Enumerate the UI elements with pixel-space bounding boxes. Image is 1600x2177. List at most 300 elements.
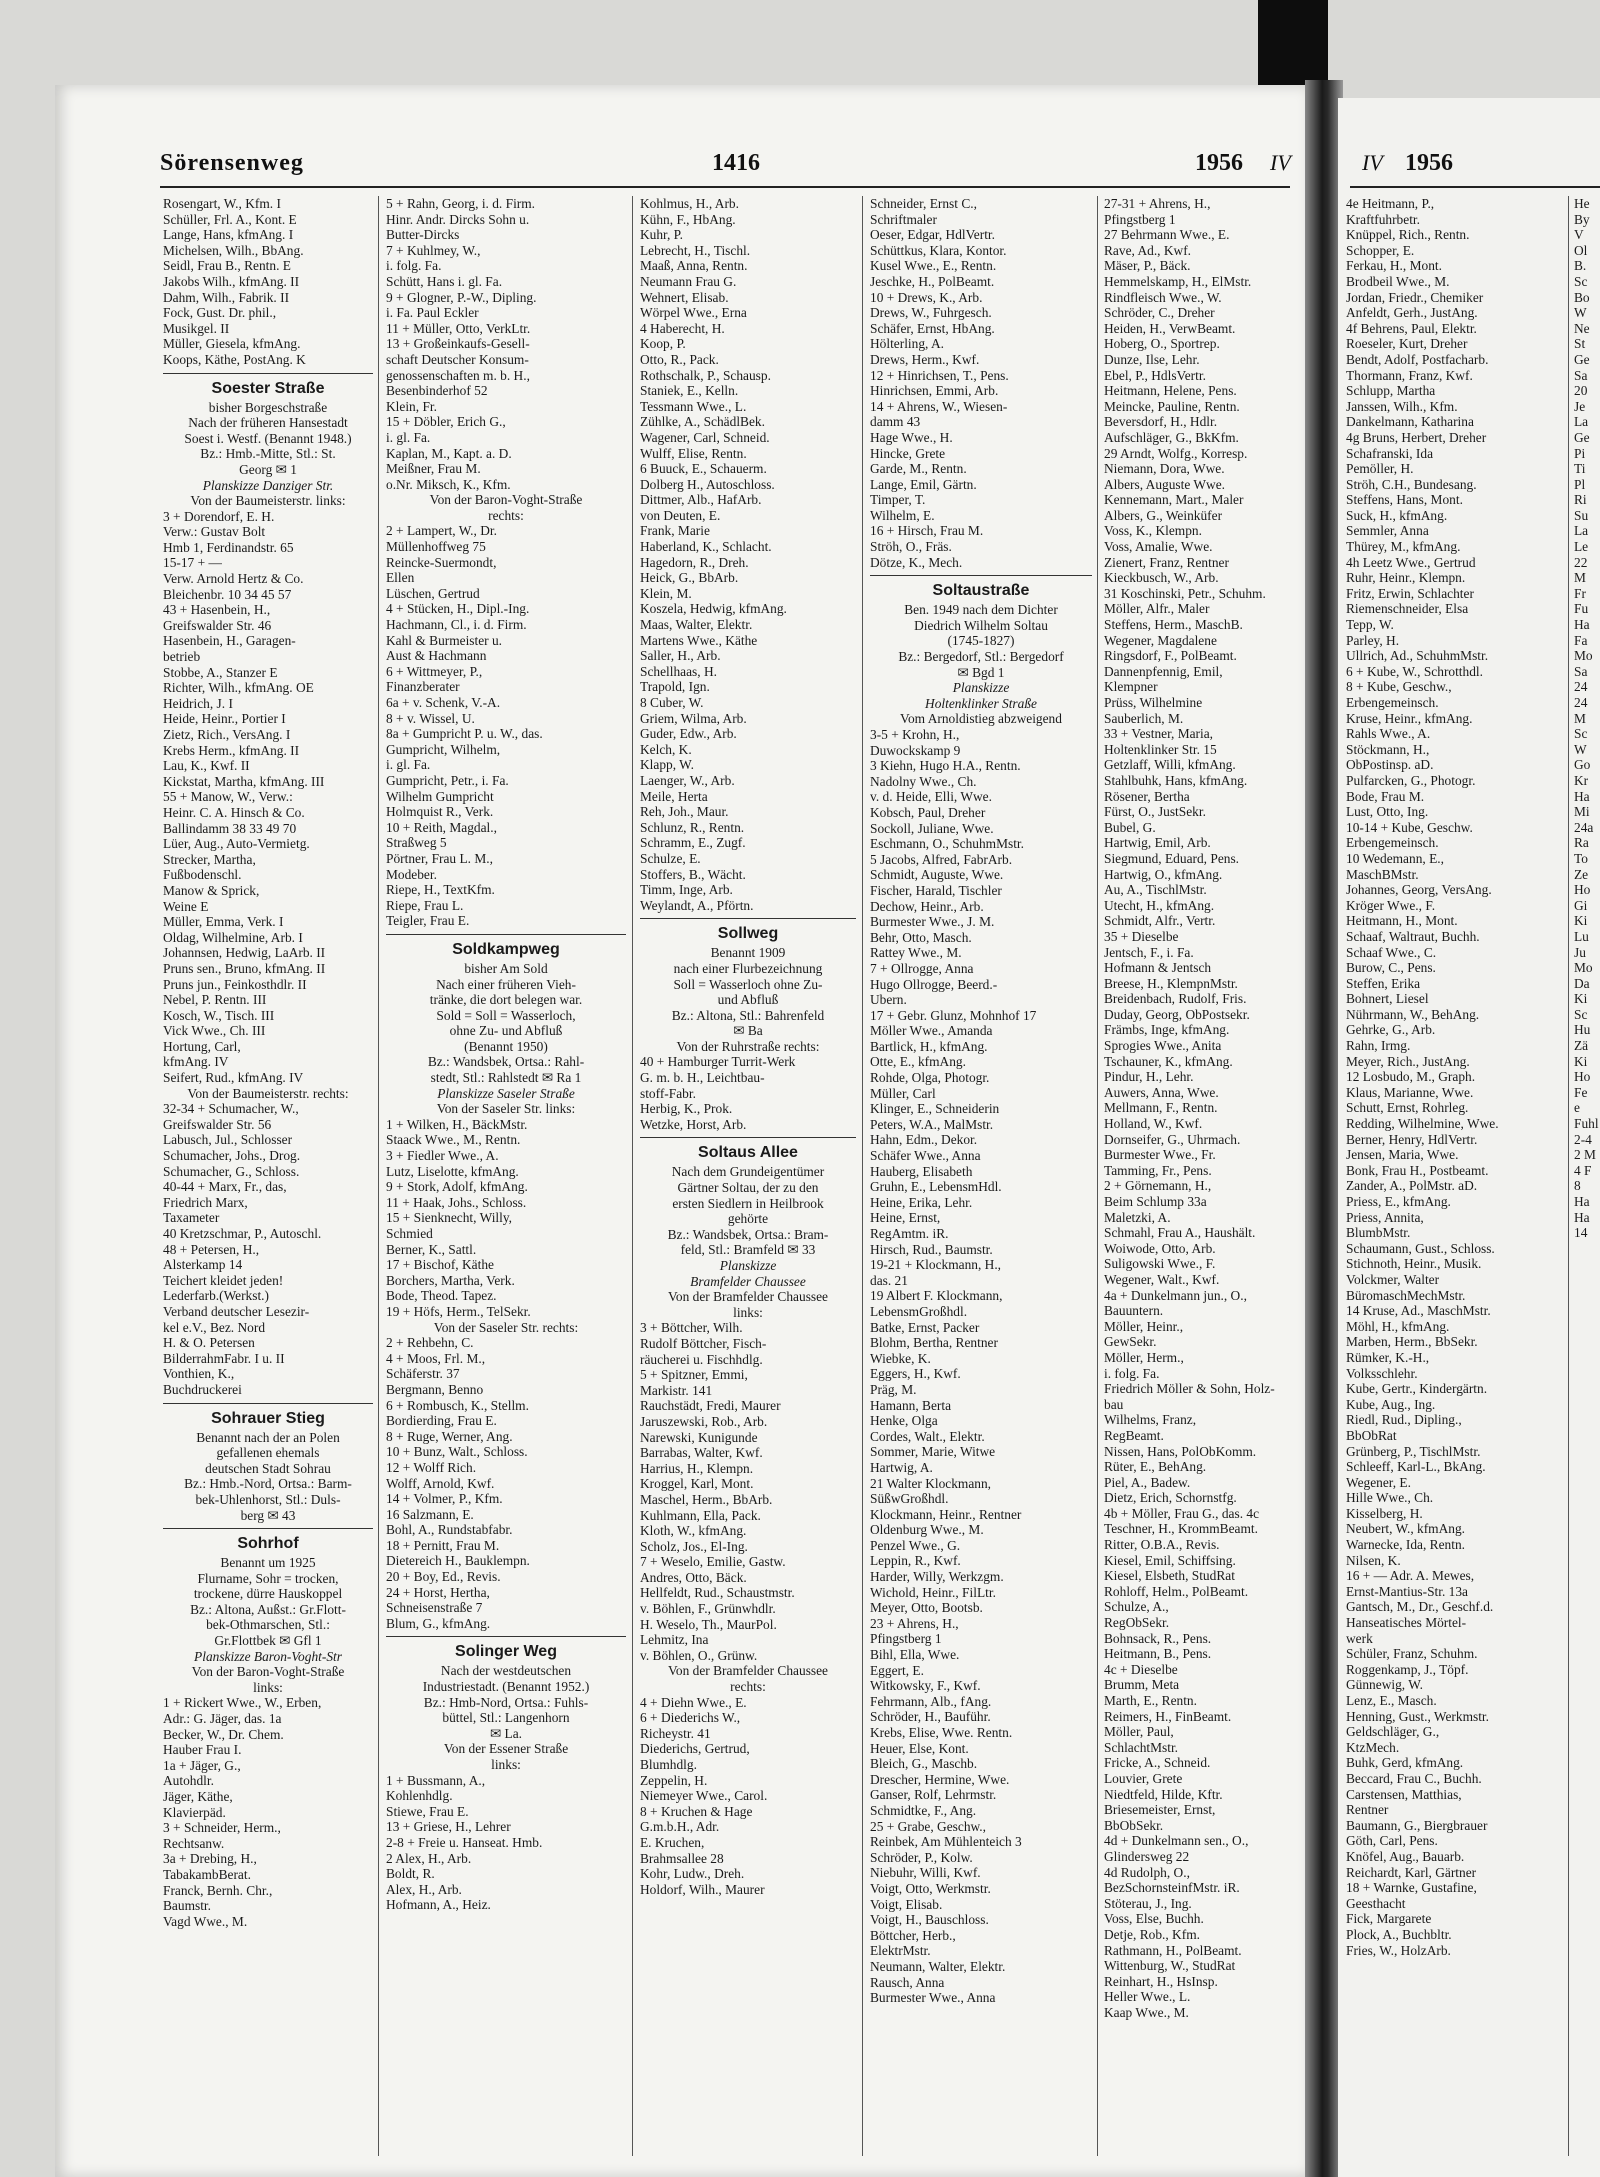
street-note: Soll = Wasserloch ohne Zu- (673, 976, 823, 992)
directory-entry: Neumann, Walter, Elektr. (870, 1958, 1006, 1974)
directory-entry: Kickstat, Martha, kfmAng. III (163, 773, 325, 789)
directory-entry: Leppin, R., Kwf. (870, 1553, 961, 1569)
directory-entry: Bauuntern. (1104, 1303, 1164, 1319)
directory-entry: Lust, Otto, Ing. (1346, 804, 1429, 820)
directory-entry: Möller, Heinr., (1104, 1318, 1184, 1334)
directory-entry: Beim Schlump 33a (1104, 1194, 1207, 1209)
directory-entry: 4d Rudolph, O., (1104, 1864, 1190, 1880)
directory-entry: Teichert kleidet jeden! (163, 1272, 284, 1288)
street-note: tränke, die dort belegen war. (429, 992, 583, 1008)
directory-entry: Suligowski Wwe., F. (1104, 1256, 1216, 1272)
directory-entry: Labusch, Jul., Schlosser (163, 1132, 293, 1148)
directory-entry: Pemöller, H. (1346, 461, 1414, 477)
directory-entry: TabakambBerat. (163, 1866, 251, 1882)
directory-entry: H. Weselo, Th., MaurPol. (640, 1616, 777, 1632)
directory-entry: Rattey Wwe., M. (870, 945, 962, 961)
directory-entry: Schaaf, Waltraut, Buchh. (1346, 928, 1480, 944)
directory-entry: Wolff, Arnold, Kwf. (386, 1475, 495, 1491)
directory-entry: Müllenhoffweg 75 (386, 539, 486, 555)
directory-entry: Steffens, Herm., MaschB. (1104, 617, 1243, 633)
directory-entry: Mo (1574, 960, 1593, 976)
directory-entry: Parley, H. (1346, 632, 1400, 648)
directory-entry: Zander, A., PolMstr. aD. (1346, 1178, 1478, 1194)
directory-entry: Breidenbach, Rudolf, Fris. (1104, 991, 1247, 1007)
directory-entry: von Deuten, E. (640, 507, 721, 523)
directory-entry: Fries, W., HolzArb. (1346, 1942, 1451, 1958)
directory-entry: Voss, Amalie, Wwe. (1104, 539, 1213, 555)
directory-entry: Otto, R., Pack. (640, 351, 719, 367)
directory-entry: Ströh, O., Fräs. (870, 539, 952, 555)
directory-entry: 2-8 + Freie u. Hanseat. Hmb. (386, 1834, 543, 1850)
directory-entry: Jäger, Käthe, (163, 1789, 233, 1804)
directory-entry: 21 Walter Klockmann, (870, 1475, 992, 1491)
directory-entry: Lange, Emil, Gärtn. (870, 476, 977, 492)
directory-entry: Marth, E., Rentn. (1104, 1693, 1197, 1708)
directory-entry: Kroggel, Karl, Mont. (640, 1476, 754, 1492)
column-divider (862, 196, 863, 2156)
directory-entry: W (1574, 741, 1587, 757)
directory-entry: By (1574, 211, 1590, 227)
running-head-street: Sörensenweg (160, 150, 304, 176)
street-note: Bz.: Hmb.-Nord, Ortsa.: Barm- (184, 1476, 352, 1492)
street-note: und Abfluß (717, 992, 779, 1008)
street-note: Benannt 1909 (710, 945, 786, 961)
directory-entry: 7 + Weselo, Emilie, Gastw. (640, 1554, 786, 1570)
directory-entry: Griem, Wilma, Arb. (640, 710, 747, 726)
directory-entry: Schaumann, Gust., Schloss. (1346, 1240, 1495, 1256)
directory-entry: Voss, K., Klempn. (1104, 523, 1202, 539)
directory-entry: Rahn, Irmg. (1346, 1038, 1411, 1054)
directory-entry: Dechow, Heinr., Arb. (870, 898, 984, 914)
directory-entry: Maschel, Herm., BbArb. (640, 1491, 773, 1507)
directory-entry: Ullrich, Ad., SchuhmMstr. (1346, 648, 1489, 664)
directory-entry: Pulfarcken, G., Photogr. (1346, 772, 1476, 788)
directory-entry: Fischer, Harald, Tischler (870, 882, 1002, 898)
directory-entry: bau (1104, 1396, 1124, 1412)
directory-entry: Ho (1574, 1069, 1591, 1085)
directory-entry: Wiebke, K. (870, 1350, 931, 1366)
directory-entry: Priess, Annita, (1346, 1209, 1424, 1225)
directory-entry: Vagd Wwe., M. (163, 1913, 248, 1929)
directory-entry: 16 + — Adr. A. Mewes, (1346, 1568, 1475, 1584)
directory-entry: Holdorf, Wilh., Maurer (640, 1881, 765, 1897)
directory-entry: Ol (1574, 242, 1588, 258)
directory-entry: E. Kruchen, (640, 1834, 705, 1850)
directory-entry: Dötze, K., Mech. (870, 554, 963, 570)
directory-entry: 3 Kiehn, Hugo H.A., Rentn. (870, 758, 1021, 774)
directory-entry: Fürst, O., JustSekr. (1104, 804, 1206, 820)
directory-entry: Wilhelms, Franz, (1104, 1412, 1197, 1428)
directory-entry: 22 (1574, 554, 1588, 570)
directory-entry: Becker, W., Dr. Chem. (163, 1726, 284, 1742)
directory-entry: 18 + Warnke, Gustafine, (1346, 1880, 1477, 1896)
directory-entry: Barrabas, Walter, Kwf. (640, 1445, 763, 1461)
street-note: Bz.: Altona, Außst.: Gr.Flott- (190, 1601, 346, 1617)
directory-entry: Voigt, Elisab. (870, 1896, 943, 1912)
directory-entry: 10-14 + Kube, Geschw. (1346, 819, 1473, 835)
directory-entry: Blohm, Bertha, Rentner (870, 1335, 998, 1351)
directory-entry: Koop, P. (640, 336, 686, 352)
directory-entry: Ki (1574, 1053, 1588, 1069)
directory-entry: v. Böhlen, O., Grünw. (640, 1647, 758, 1663)
directory-entry: 10 Wedemann, E., (1346, 850, 1444, 866)
directory-entry: Müller, Giesela, kfmAng. (163, 336, 301, 352)
street-note: Bz.: Wandsbek, Ortsa.: Rahl- (427, 1054, 585, 1070)
directory-entry: Ha (1574, 1194, 1590, 1209)
directory-entry: Zühlke, A., SchädlBek. (640, 414, 765, 430)
directory-entry: H. & O. Petersen (163, 1335, 255, 1351)
directory-entry: Steffen, Erika (1346, 975, 1421, 991)
directory-entry: Timper, T. (870, 492, 926, 508)
directory-entry: Schüller, Frl. A., Kont. E (163, 211, 297, 227)
directory-entry: 6 + Wittmeyer, P., (386, 663, 483, 679)
directory-entry: 29 Arndt, Wolfg., Korresp. (1104, 445, 1248, 461)
directory-entry: Kloth, W., kfmAng. (640, 1523, 747, 1539)
directory-entry: Hille Wwe., Ch. (1346, 1490, 1434, 1506)
directory-entry: Narewski, Kunigunde (640, 1429, 758, 1445)
directory-entry: Volksschlehr. (1346, 1365, 1418, 1381)
directory-entry: Oeser, Edgar, HdlVertr. (870, 227, 995, 243)
directory-entry: Rechtsanw. (163, 1835, 225, 1851)
street-note: links: (733, 1304, 763, 1320)
directory-entry: Erbengemeinsch. (1346, 695, 1439, 710)
directory-entry: 2 + Rehbehn, C. (386, 1335, 474, 1351)
directory-entry: Klempner (1104, 679, 1158, 695)
directory-entry: 4 + Diehn Wwe., E. (640, 1694, 747, 1710)
directory-entry: Wegener, E. (1346, 1474, 1411, 1490)
directory-entry: Schröder, P., Kolw. (870, 1849, 973, 1865)
directory-entry: 40-44 + Marx, Fr., das, (163, 1179, 287, 1195)
directory-entry: Burmester Wwe., J. M. (870, 914, 995, 930)
directory-entry: Bleichenbr. 10 34 45 57 (163, 586, 292, 602)
directory-entry: Reh, Joh., Maur. (640, 804, 729, 820)
directory-entry: Heide, Heinr., Portier I (163, 711, 286, 727)
directory-entry: stoff-Fabr. (640, 1085, 696, 1101)
directory-entry: Möhl, H., kfmAng. (1346, 1318, 1450, 1334)
directory-entry: Fuhl (1574, 1116, 1599, 1132)
directory-entry: 8 + Kruchen & Hage (640, 1803, 753, 1819)
directory-entry: Schleeff, Karl-L., BkAng. (1346, 1459, 1486, 1475)
directory-entry: Schlupp, Martha (1346, 383, 1436, 399)
directory-entry: Verband deutscher Lesezir- (163, 1303, 310, 1319)
street-note: Gr.Flottbek ✉ Gfl 1 (214, 1633, 322, 1649)
directory-entry: 1 + Rickert Wwe., W., Erben, (163, 1695, 322, 1711)
directory-entry: BilderrahmFabr. I u. II (163, 1350, 285, 1366)
directory-entry: Kuhlmann, Ella, Pack. (640, 1507, 761, 1523)
directory-entry: Louvier, Grete (1104, 1770, 1183, 1786)
directory-entry: Behr, Otto, Masch. (870, 929, 972, 945)
directory-entry: 14 + Ahrens, W., Wiesen- (870, 398, 1008, 414)
directory-entry: 6 + Rombusch, K., Stellm. (386, 1397, 529, 1413)
directory-entry: Riemenschneider, Elsa (1346, 601, 1469, 617)
directory-entry: Gantsch, M., Dr., Geschf.d. (1346, 1599, 1494, 1615)
directory-entry: 4 + Stücken, H., Dipl.-Ing. (386, 601, 530, 617)
directory-entry: Geesthacht (1346, 1895, 1406, 1911)
directory-entry: 23 + Ahrens, H., (870, 1615, 959, 1631)
directory-entry: Teigler, Frau E. (386, 913, 470, 929)
directory-entry: Pruns jun., Feinkosthdlr. II (163, 976, 307, 992)
volume-roman-right: IV (1362, 150, 1383, 175)
directory-entry: Klockmann, Heinr., Rentner (870, 1506, 1022, 1522)
directory-entry: damm 43 (870, 414, 921, 430)
directory-entry: Sommer, Marie, Witwe (870, 1444, 996, 1460)
directory-entry: o.Nr. Miksch, K., Kfm. (386, 476, 511, 492)
page-number: 1416 (712, 150, 760, 176)
directory-entry: Kohlmus, H., Arb. (640, 196, 739, 211)
directory-entry: Hirsch, Rud., Baumstr. (870, 1241, 993, 1257)
directory-entry: Mi (1574, 804, 1590, 820)
street-heading: Soldkampweg (452, 940, 560, 958)
directory-entry: Bergmann, Benno (386, 1381, 484, 1397)
directory-entry: Ringsdorf, F., PolBeamt. (1104, 648, 1237, 664)
directory-entry: Weine E (163, 898, 209, 914)
directory-entry: Dunze, Ilse, Lehr. (1104, 351, 1200, 367)
directory-entry: Krebs, Elise, Wwe. Rentn. (870, 1725, 1013, 1740)
directory-entry: Anfeldt, Gerh., JustAng. (1346, 305, 1478, 321)
directory-entry: Baumann, G., Biergbrauer (1346, 1817, 1488, 1833)
directory-entry: Heick, G., BbArb. (640, 570, 739, 586)
directory-entry: Peters, W.A., MalMstr. (870, 1116, 994, 1132)
directory-entry: Hofmann & Jentsch (1104, 960, 1212, 976)
directory-entry: 55 + Manow, W., Verw.: (163, 789, 293, 805)
directory-entry: 4f Behrens, Paul, Elektr. (1346, 320, 1477, 336)
directory-entry: Finanzberater (386, 679, 460, 695)
directory-entry: Tschauner, K., kfmAng. (1104, 1053, 1233, 1069)
directory-entry: 1 + Bussmann, A., (386, 1772, 486, 1788)
directory-entry: Schäfer Wwe., Anna (870, 1148, 981, 1164)
directory-entry: v. Böhlen, F., Grünwhdlr. (640, 1601, 776, 1617)
directory-entry: Wegener, Magdalene (1104, 632, 1217, 648)
section-rule (163, 373, 373, 374)
directory-entry: Dittmer, Alb., HafArb. (640, 492, 762, 508)
directory-entry: Bo (1574, 289, 1590, 305)
directory-entry: Roeseler, Kurt, Dreher (1346, 336, 1468, 352)
directory-entry: Heidrich, J. I (163, 695, 233, 711)
directory-entry: Rausch, Anna (870, 1974, 945, 1990)
street-note: bek-Othmarschen, Stl.: (206, 1617, 330, 1633)
directory-entry: Wichold, Heinr., FilLtr. (870, 1584, 996, 1600)
street-note: Nach der früheren Hansestadt (188, 415, 348, 431)
directory-entry: Ernst-Mantius-Str. 13a (1346, 1583, 1468, 1599)
directory-entry: Knöfel, Aug., Bauarb. (1346, 1848, 1465, 1864)
directory-entry: Ne (1574, 320, 1590, 336)
directory-column-6 (1346, 196, 1564, 2156)
directory-entry: Ze (1574, 866, 1589, 882)
directory-entry: Hoberg, O., Sportrep. (1104, 336, 1220, 352)
directory-entry: W (1574, 305, 1587, 321)
directory-entry: 4d + Dunkelmann sen., O., (1104, 1833, 1249, 1849)
directory-entry: Baumstr. (163, 1898, 211, 1914)
directory-entry: Rösener, Bertha (1104, 788, 1190, 804)
directory-entry: Heine, Erika, Lehr. (870, 1194, 973, 1210)
directory-entry: Thormann, Franz, Kwf. (1346, 367, 1473, 383)
street-note: bisher Borgeschstraße (208, 399, 328, 415)
directory-entry: Meißner, Frau M. (386, 461, 481, 477)
street-heading: Sohrhof (237, 1535, 299, 1553)
directory-column-5 (1104, 196, 1302, 2156)
directory-entry: Janssen, Wilh., Kfm. (1346, 398, 1458, 414)
directory-entry: Hartwig, A. (870, 1459, 933, 1475)
directory-entry: 14 Kruse, Ad., MaschMstr. (1346, 1303, 1491, 1319)
directory-entry: Kiesel, Elsbeth, StudRat (1104, 1568, 1235, 1584)
directory-entry: Dietereich H., Bauklempn. (386, 1553, 530, 1569)
street-note: gehörte (727, 1211, 769, 1227)
directory-entry: Klinger, E., Schneiderin (870, 1101, 1000, 1117)
plan-sketch-note: Holtenklinker Straße (925, 695, 1037, 711)
street-note: Bz.: Altona, Stl.: Bahrenfeld (671, 1007, 825, 1023)
street-heading: Solinger Weg (455, 1643, 557, 1661)
directory-entry: Pruns sen., Bruno, kfmAng. II (163, 960, 326, 976)
directory-entry: Grünberg, P., TischlMstr. (1346, 1443, 1481, 1459)
directory-entry: Berner, Henry, HdlVertr. (1346, 1131, 1478, 1147)
directory-entry: Suck, H., kfmAng. (1346, 507, 1448, 523)
street-note: Bz.: Wandsbek, Ortsa.: Bram- (667, 1226, 829, 1242)
directory-entry: Fußbodenschl. (163, 867, 242, 883)
directory-entry: v. d. Heide, Elli, Wwe. (870, 789, 992, 805)
street-note: Sold = Soll = Wasserloch, (436, 1007, 576, 1023)
directory-entry: Müller, Emma, Verk. I (163, 914, 284, 930)
plan-sketch-note: Bramfelder Chaussee (690, 1273, 806, 1289)
directory-entry: 11 + Müller, Otto, VerkLtr. (386, 320, 531, 336)
directory-entry: Hauber Frau I. (163, 1742, 242, 1758)
directory-entry: 6 + Kube, W., Schrotthdl. (1346, 663, 1483, 679)
directory-entry: Riedl, Rud., Dipling., (1346, 1412, 1462, 1428)
directory-entry: Möller, Alfr., Maler (1104, 601, 1210, 617)
plan-sketch-note: Planskizze (719, 1258, 777, 1273)
directory-entry: Kruse, Heinr., kfmAng. (1346, 710, 1473, 726)
street-note: ersten Siedlern in Heilbrook (672, 1195, 824, 1211)
directory-entry: Heitmann, B., Pens. (1104, 1646, 1212, 1662)
directory-entry: Albers, Auguste Wwe. (1104, 476, 1225, 492)
directory-entry: Wegener, Walt., Kwf. (1104, 1271, 1220, 1287)
directory-entry: Neubert, W., kfmAng. (1346, 1521, 1466, 1537)
street-note: Soest i. Westf. (Benannt 1948.) (184, 430, 352, 446)
directory-entry: Hmb 1, Ferdinandstr. 65 (163, 539, 294, 555)
directory-entry: Sc (1574, 273, 1588, 289)
directory-entry: Voigt, H., Bauschloss. (870, 1912, 989, 1928)
directory-entry: Frank, Marie (640, 523, 710, 539)
directory-entry: Ritter, O.B.A., Revis. (1104, 1537, 1220, 1553)
directory-entry: Zietz, Rich., VersAng. I (163, 727, 291, 742)
directory-entry: Cordes, Walt., Elektr. (870, 1428, 985, 1444)
directory-entry: 3 + Schneider, Herm., (163, 1820, 281, 1836)
directory-entry: Seifert, Rud., kfmAng. IV (163, 1070, 304, 1086)
directory-entry: 27-31 + Ahrens, H., (1104, 196, 1211, 211)
directory-entry: Herbig, K., Prok. (640, 1101, 733, 1117)
directory-entry: 8 + Kube, Geschw., (1346, 679, 1452, 695)
directory-entry: räucherei u. Fischhdlg. (640, 1351, 763, 1367)
directory-entry: Mellmann, F., Rentn. (1104, 1100, 1218, 1116)
directory-entry: Volckmer, Walter (1346, 1271, 1440, 1287)
directory-entry: Hagedorn, R., Dreh. (640, 554, 749, 570)
directory-entry: 24a (1574, 819, 1594, 835)
directory-entry: Beccard, Frau C., Buchh. (1346, 1770, 1482, 1786)
directory-entry: Schopper, E. (1346, 242, 1415, 258)
directory-entry: 3 + Fiedler Wwe., A. (386, 1148, 499, 1164)
directory-entry: Kaap Wwe., M. (1104, 2004, 1189, 2020)
directory-entry: Fritz, Erwin, Schlachter (1346, 585, 1474, 601)
directory-entry: Besenbinderhof 52 (386, 383, 488, 399)
directory-entry: Jordan, Friedr., Chemiker (1346, 289, 1484, 305)
directory-entry: Da (1574, 975, 1590, 991)
directory-entry: Musikgel. II (163, 320, 230, 336)
directory-entry: Woiwode, Otto, Arb. (1104, 1240, 1216, 1256)
directory-entry: Ho (1574, 882, 1591, 898)
directory-entry: Niedtfeld, Hilde, Kftr. (1104, 1786, 1223, 1802)
directory-entry: Wulff, Elise, Rentn. (640, 445, 747, 461)
directory-entry: 48 + Petersen, H., (163, 1241, 260, 1257)
directory-column-1 (163, 196, 373, 2156)
directory-entry: Wilhelm Gumpricht (386, 788, 494, 804)
directory-entry: 16 + Hirsch, Frau M. (870, 523, 984, 539)
column-divider (1097, 196, 1098, 2156)
directory-entry: Schriftmaler (870, 211, 937, 227)
directory-entry: Rahls Wwe., A. (1346, 726, 1431, 742)
street-note: Vom Arnoldistieg abzweigend (900, 711, 1062, 727)
directory-entry: Schumacher, Johs., Drog. (163, 1148, 301, 1164)
directory-entry: RegBeamt. (1104, 1427, 1164, 1443)
directory-entry: Ströh, C.H., Bundesang. (1346, 476, 1477, 492)
column-divider (632, 196, 633, 2156)
street-note: Benannt nach der an Polen (196, 1429, 340, 1445)
directory-entry: 17 + Gebr. Glunz, Mohnhof 17 (870, 1007, 1037, 1023)
directory-entry: Fock, Gust. Dr. phil., (163, 305, 277, 321)
directory-entry: ElektrMstr. (870, 1943, 931, 1959)
street-note: Von der Bramfelder Chaussee (667, 1663, 829, 1679)
directory-entry: Hartwig, Emil, Arb. (1104, 835, 1211, 851)
directory-entry: Lau, K., Kwf. II (163, 758, 250, 774)
directory-entry: Aust & Hachmann (386, 648, 487, 664)
directory-entry: Kaplan, M., Kapt. a. D. (386, 445, 512, 461)
directory-entry: Ubern. (870, 992, 907, 1008)
directory-entry: Fr (1574, 585, 1586, 601)
directory-entry: Henke, Olga (870, 1413, 938, 1429)
street-note: links: (491, 1757, 521, 1772)
directory-entry: Boldt, R. (386, 1866, 435, 1882)
directory-entry: G.m.b.H., Adr. (640, 1819, 720, 1835)
directory-entry: Drescher, Hermine, Wwe. (870, 1771, 1010, 1787)
directory-entry: Prüss, Wilhelmine (1104, 695, 1203, 710)
directory-entry: 12 + Wolff Rich. (386, 1459, 477, 1475)
directory-entry: Kuhr, P. (640, 227, 683, 243)
directory-entry: Trapold, Ign. (640, 679, 710, 695)
header-rule-right (1350, 186, 1600, 188)
directory-entry: Go (1574, 757, 1591, 773)
directory-entry: Beversdorf, H., Hdlr. (1104, 414, 1218, 430)
directory-entry: Eggers, H., Kwf. (870, 1366, 961, 1382)
street-note: Bz.: Bergedorf, Stl.: Bergedorf (898, 649, 1064, 665)
directory-entry: Duwockskamp 9 (870, 742, 961, 758)
directory-entry: 6 Buuck, E., Schauerm. (640, 461, 767, 477)
directory-entry: Jentsch, F., i. Fa. (1104, 944, 1194, 960)
directory-entry: Jakobs Wilh., kfmAng. II (163, 273, 300, 289)
directory-entry: Gi (1574, 897, 1588, 913)
street-heading: Soltaustraße (932, 582, 1030, 600)
directory-entry: genossenschaften m. b. H., (386, 367, 530, 383)
directory-entry: 8 (1574, 1178, 1581, 1194)
directory-entry: Seidl, Frau B., Rentn. E (163, 258, 291, 274)
directory-entry: Wittenburg, W., StudRat (1104, 1958, 1236, 1974)
street-note: Diedrich Wilhelm Soltau (914, 617, 1048, 633)
directory-entry: Borchers, Martha, Verk. (386, 1272, 515, 1288)
directory-entry: Rüter, E., BehAng. (1104, 1459, 1207, 1475)
directory-entry: Staack Wwe., M., Rentn. (386, 1132, 521, 1148)
directory-entry: Ha (1574, 788, 1590, 804)
directory-entry: 19 Albert F. Klockmann, (870, 1288, 1003, 1304)
directory-entry: kfmAng. IV (163, 1054, 229, 1070)
directory-entry: Hugo Ollrogge, Beerd.- (870, 976, 998, 992)
directory-entry: La (1574, 523, 1589, 539)
